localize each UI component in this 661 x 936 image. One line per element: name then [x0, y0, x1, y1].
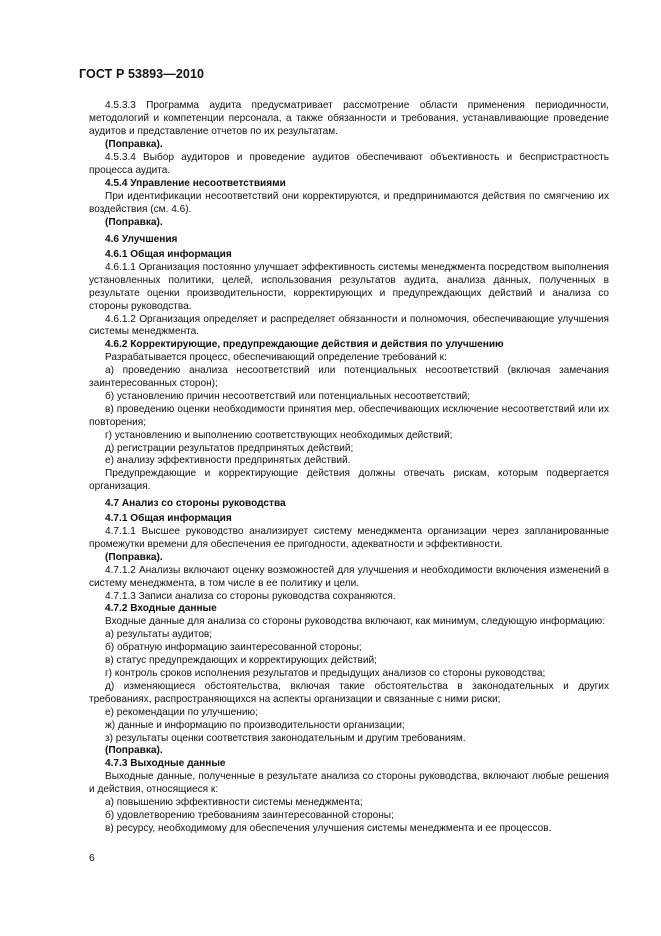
list-item: в) ресурсу, необходимому для обеспечения улучшения системы менеджмента и ее процессов. [105, 822, 552, 834]
list-item: з) результаты оценки соответствия законодательным и другим требованиям. [105, 732, 466, 744]
section-heading: 4.7.2 Входные данные [105, 603, 217, 615]
section-heading: 4.7.1 Общая информация [105, 513, 232, 525]
amendment-note: (Поправка). [105, 138, 163, 150]
list-item: а) результаты аудитов; [105, 629, 213, 641]
page-number: 6 [89, 852, 95, 864]
section-heading: 4.7 Анализ со стороны руководства [105, 498, 286, 510]
amendment-note: (Поправка). [105, 551, 163, 563]
paragraph: 4.5.3.3 Программа аудита предусматривает рассмотрение области применения периодичности, методологий и компетенции персонала, а также обязанности и требования, устанавливающие проведение аудитов и представление отчетов по их результатам. [89, 100, 609, 137]
paragraph: При идентификации несоответствий они корректируются, и предпринимаются действия по смягчению их воздействия (см. 4.6). [89, 191, 609, 216]
document-body [89, 100, 609, 836]
list-item: г) контроль сроков исполнения результатов и предыдущих анализов со стороны руководства; [105, 667, 546, 679]
list-item: д) регистрации результатов предпринятых действий; [105, 442, 354, 454]
amendment-note: (Поправка). [105, 217, 163, 229]
document-header: ГОСТ Р 53893—2010 [79, 67, 205, 81]
paragraph: 4.6.1.2 Организация определяет и распределяет обязанности и полномочия, обеспечивающие улучшения системы менеджмента. [89, 313, 609, 338]
amendment-note: (Поправка). [105, 745, 163, 757]
list-item: а) проведению анализа несоответствий или потенциальных несоответствий (включая замечания заинтересованных сторон); [89, 365, 609, 390]
section-heading: 4.6.2 Корректирующие, предупреждающие действия и действия по улучшению [105, 339, 504, 351]
list-item: е) рекомендации по улучшению; [105, 706, 258, 718]
paragraph: 4.7.1.3 Записи анализа со стороны руководства сохраняются. [105, 590, 396, 602]
list-item: г) установлению и выполнению соответствующих необходимых действий; [105, 429, 453, 441]
list-item: б) обратную информацию заинтересованной стороны; [105, 642, 362, 654]
list-item: б) установлению причин несоответствий или потенциальных несоответствий; [105, 390, 471, 402]
section-heading: 4.6.1 Общая информация [105, 248, 232, 260]
paragraph: Выходные данные, полученные в результате анализа со стороны руководства, включают любые решения и действия, относящиеся к: [89, 771, 609, 796]
list-item: в) статус предупреждающих и корректирующих действий; [105, 655, 377, 667]
section-heading: 4.7.3 Выходные данные [105, 758, 226, 770]
paragraph: 4.6.1.1 Организация постоянно улучшает эффективность системы менеджмента посредством выполнения установленных политики, целей, использования результатов аудита, анализа данных, полученных в результате оценки производительности, корректирующих и предупреждающих действий и анализа со стороны руководства. [89, 261, 609, 312]
list-item: д) изменяющиеся обстоятельства, включая такие обстоятельства в законодательных и других требованиях, распространяющихся на аспекты организации и связанные с ними риски; [89, 680, 609, 705]
paragraph: 4.5.3.4 Выбор аудиторов и проведение аудитов обеспечивают объективность и беспристрастность процесса аудита. [89, 151, 609, 176]
paragraph: Предупреждающие и корректирующие действия должны отвечать рискам, которым подвергается организация. [89, 468, 609, 493]
list-item: в) проведению оценки необходимости принятия мер, обеспечивающих исключение несоответствий или их повторения; [89, 403, 609, 428]
list-item: а) повышению эффективности системы менеджмента; [105, 797, 363, 809]
section-heading: 4.5.4 Управление несоответствиями [105, 178, 286, 190]
paragraph: Разрабатывается процесс, обеспечивающий определение требований к: [105, 352, 447, 364]
paragraph: Входные данные для анализа со стороны руководства включают, как минимум, следующую информацию: [105, 616, 606, 628]
list-item: б) удовлетворению требованиям заинтересованной стороны; [105, 809, 394, 821]
section-heading: 4.6 Улучшения [105, 234, 178, 246]
paragraph: 4.7.1.1 Высшее руководство анализирует систему менеджмента организации через запланированные промежутки времени для обеспечения ее пригодности, адекватности и эффективности. [89, 526, 609, 550]
list-item: е) анализу эффективности предпринятых действий. [105, 455, 351, 467]
paragraph: 4.7.1.2 Анализы включают оценку возможностей для улучшения и необходимости включения изменений в систему менеджмента, в том числе в ее политику и цели. [89, 564, 609, 589]
list-item: ж) данные и информацию по производительности организации; [105, 719, 405, 731]
